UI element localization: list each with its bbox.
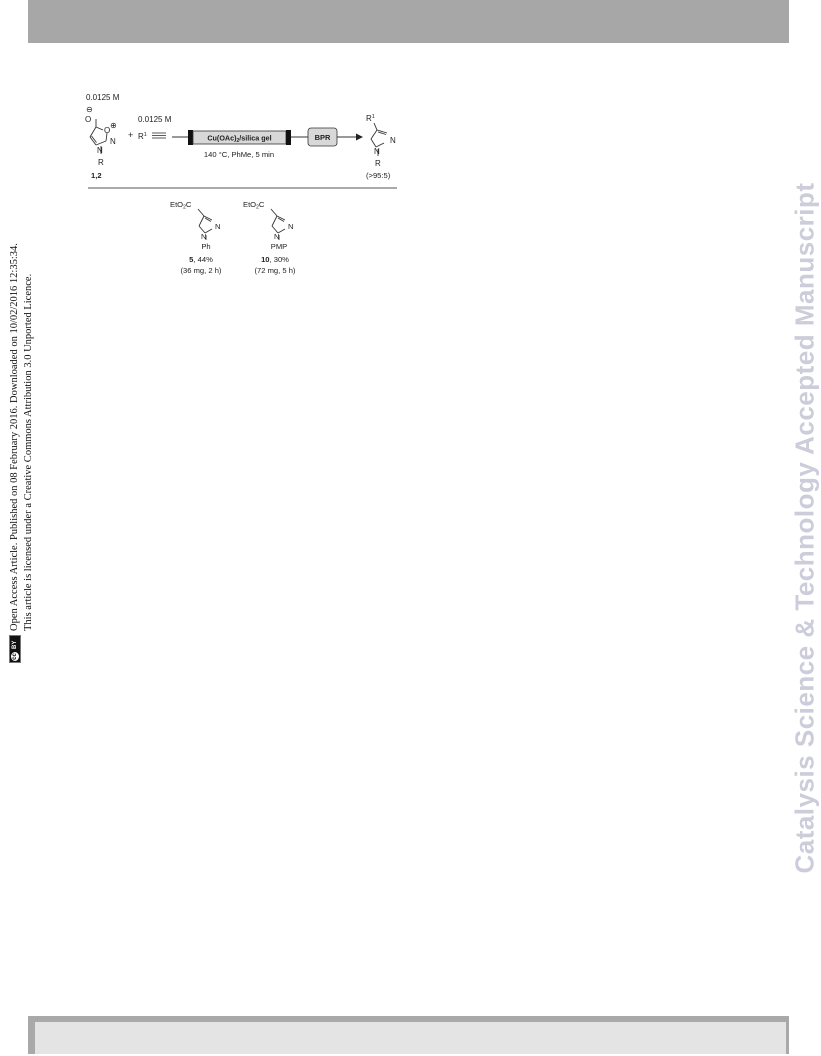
product-nitrogen-n1: N: [374, 147, 380, 156]
alkyne-r1: $R^1$: [138, 132, 147, 141]
product-10-label: 10, 30%: [261, 255, 289, 264]
product-10-n-group: PMP: [270, 242, 288, 251]
license-link[interactable]: This article is licensed under a Creative Commons Attribution 3.0 Unported Licence.: [23, 273, 34, 631]
product-10-n1: N: [274, 232, 280, 241]
reactor-endcap-left: [188, 130, 193, 145]
product-5-n-group: Ph: [201, 242, 211, 251]
alkyne-triple-bond: [152, 133, 166, 138]
product-r-group: R: [375, 159, 381, 168]
product-5-label: 5, 44%: [189, 255, 213, 264]
license-line[interactable]: [23, 274, 34, 631]
reactor-label: $Cu(OAc)_2$/silica gel: [207, 133, 272, 144]
journal-watermark: Catalysis Science & Technology Accepted Manuscript: [789, 182, 820, 874]
by-logo: BY: [12, 640, 18, 649]
product-5-ester: EtO2C: [170, 200, 192, 211]
cc-by-badge[interactable]: [9, 635, 21, 663]
product-5-details: (36 mg, 2 h): [180, 266, 222, 275]
product-nitrogen-n2: N: [390, 136, 396, 145]
compound-ids: 1,2: [91, 171, 102, 180]
sydnone-oxygen: O: [85, 115, 92, 124]
footer-bar: [28, 1016, 789, 1054]
plus-sign: +: [128, 130, 134, 140]
flow-arrowhead: [356, 134, 363, 141]
product-5: [170, 200, 222, 275]
product-5-n1: N: [201, 232, 207, 241]
ring-oxygen: O: [104, 126, 111, 135]
product-10-ester: EtO2C: [243, 200, 265, 211]
bpr-label: BPR: [314, 133, 331, 142]
ring-nitrogen-n2: N: [110, 137, 116, 146]
ring-nitrogen-n3: N: [97, 146, 103, 155]
reactor-endcap-right: [286, 130, 291, 145]
product-10-n2: N: [288, 222, 294, 231]
sydnone-minus-charge: ⊖: [86, 105, 93, 114]
reaction-scheme: [80, 85, 400, 300]
regioselectivity: (>95:5): [366, 171, 391, 180]
sydnone-concentration: 0.0125 M: [86, 93, 120, 102]
alkyne-concentration: 0.0125 M: [138, 115, 172, 124]
sydnone-r-group: R: [98, 158, 104, 167]
product-r1: $R^1$: [366, 114, 375, 123]
reaction-conditions: 140 °C, PhMe, 5 min: [203, 150, 275, 159]
scheme-svg: [80, 85, 400, 300]
header-bar: [28, 0, 789, 43]
product-10-details: (72 mg, 5 h): [254, 266, 296, 275]
license-notice: [8, 223, 38, 663]
published-line: Open Access Article. Published on 08 February 2016. Downloaded on 10/02/2016 12:35:34.: [9, 243, 20, 631]
product-5-n2: N: [215, 222, 221, 231]
cc-logo: cc: [12, 653, 18, 660]
product-10: [243, 200, 296, 275]
footer-panel: [35, 1022, 786, 1054]
sydnone-plus-charge: ⊕: [110, 121, 117, 130]
